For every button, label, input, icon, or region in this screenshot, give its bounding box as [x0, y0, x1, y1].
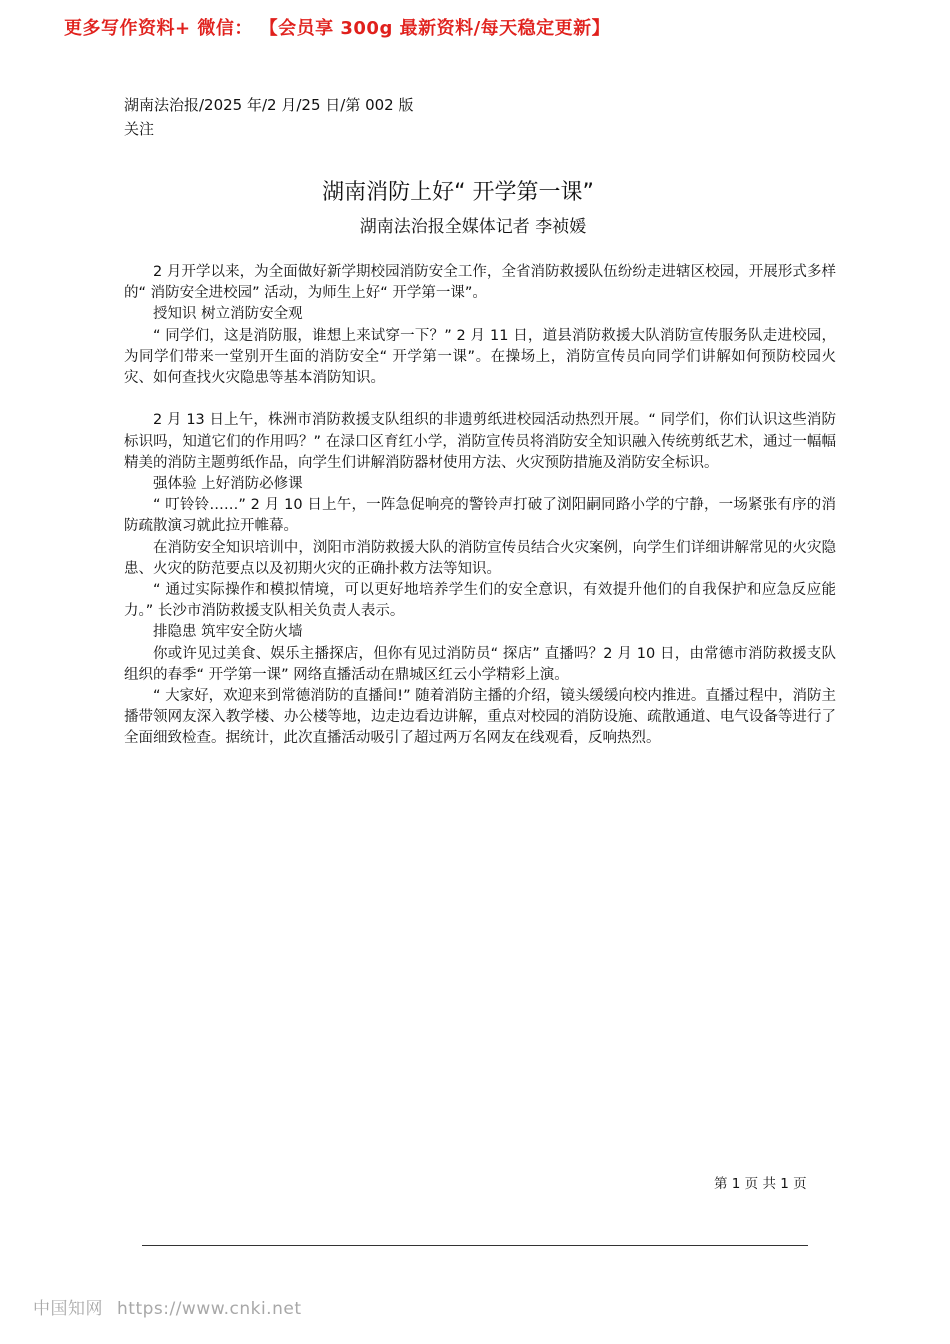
promo-banner: 更多写作资料+ 微信： 【会员享 300g 最新资料/每天稳定更新】	[64, 18, 611, 39]
article-title: 湖南消防上好“ 开学第一课”	[322, 179, 594, 205]
paragraph: “ 大家好，欢迎来到常德消防的直播间!” 随着消防主播的介绍，镜头缓缓向校内推进。直播过程中，消防主播带领网友深入教学楼、办公楼等地，边走边看边讲解，重点对校园的消防设施、疏散通道、电气设备等进行了全面细致检查。据统计，此次直播活动吸引了超过两万名网友在线观看，反响热烈。	[124, 688, 836, 747]
paragraph: 2 月开学以来，为全面做好新学期校园消防安全工作，全省消防救援队伍纷纷走进辖区校园，开展形式多样的“ 消防安全进校园” 活动，为师生上好“ 开学第一课”。	[124, 264, 836, 302]
paragraph: 你或许见过美食、娱乐主播探店，但你有见过消防员“ 探店” 直播吗？2 月 10 日，由常德市消防救援支队组织的春季“ 开学第一课” 网络直播活动在鼎城区红云小学精彩上演。	[124, 645, 836, 683]
watermark-url: https://www.cnki.net	[117, 1299, 302, 1319]
paragraph: 2 月 13 日上午，株洲市消防救援支队组织的非遗剪纸进校园活动热烈开展。“ 同学们，你们认识这些消防标识吗，知道它们的作用吗？” 在渌口区育红小学，消防宣传员将消防安全知识融入传统剪纸艺术，通过一幅幅精美的消防主题剪纸作品，向学生们讲解消防器材使用方法、火灾预防措施及消防安全标识。	[124, 412, 836, 471]
section-heading: 授知识 树立消防安全观	[153, 306, 303, 323]
paragraph: “ 通过实际操作和模拟情境，可以更好地培养学生们的安全意识，有效提升他们的自我保护和应急反应能力。” 长沙市消防救援支队相关负责人表示。	[124, 582, 836, 620]
article-byline: 湖南法治报全媒体记者 李祯媛	[359, 217, 587, 237]
newspaper-source: 湖南法治报/2025 年/2 月/25 日/第 002 版关注	[124, 96, 414, 138]
paragraph: 在消防安全知识培训中，浏阳市消防救援大队的消防宣传员结合火灾案例，向学生们详细讲解常见的火灾隐患、火灾的防范要点以及初期火灾的正确扑救方法等知识。	[124, 539, 836, 577]
section-heading: 排隐患 筑牢安全防火墙	[153, 624, 303, 641]
paragraph: “ 同学们，这是消防服，谁想上来试穿一下？” 2 月 11 日，道县消防救援大队消防宣传服务队走进校园，为同学们带来一堂别开生面的消防安全“ 开学第一课”。在操场上，消防宣传员向同学们讲解如何预防校园火灾、如何查找火灾隐患等基本消防知识。	[124, 327, 836, 387]
footer-divider	[142, 1245, 808, 1246]
article-body	[124, 262, 836, 750]
cnki-watermark	[33, 1294, 301, 1319]
paragraph: “ 叮铃铃……” 2 月 10 日上午，一阵急促响亮的警铃声打破了浏阳嗣同路小学的宁静，一场紧张有序的消防疏散演习就此拉开帷幕。	[124, 497, 836, 535]
watermark-brand: 中国知网	[33, 1299, 103, 1319]
page-number: 第 1 页 共 1 页	[714, 1176, 807, 1192]
section-heading: 强体验 上好消防必修课	[153, 476, 303, 493]
